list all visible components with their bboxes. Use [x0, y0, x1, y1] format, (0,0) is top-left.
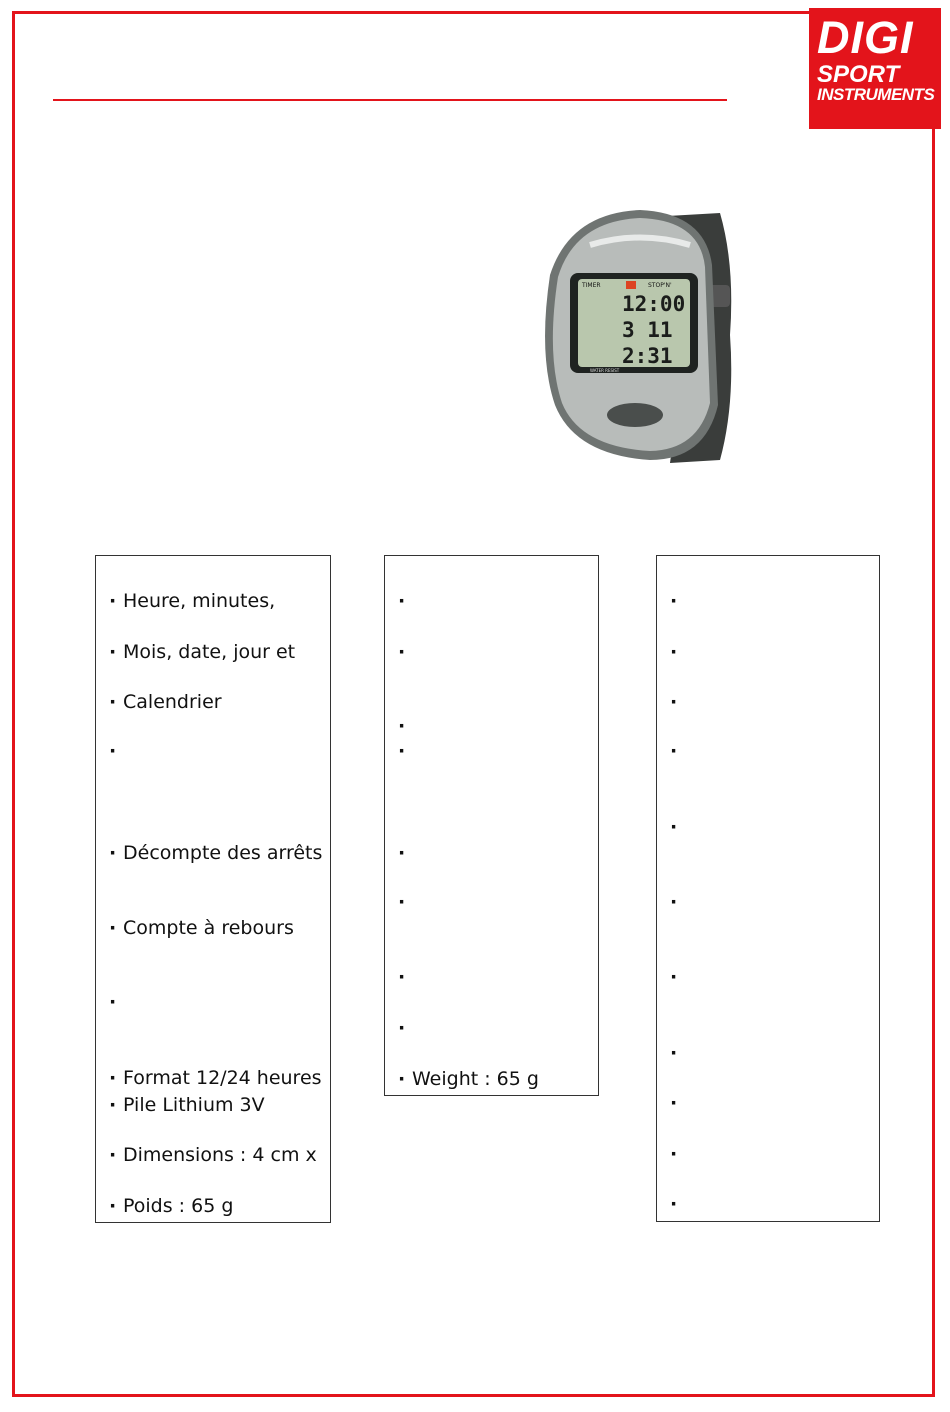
- watch-digits-row-1: 12:00: [622, 292, 686, 316]
- list-item: ·: [670, 691, 678, 713]
- list-item: · Décompte des arrêts: [109, 842, 323, 864]
- list-item: ·: [670, 590, 678, 612]
- list-item: · Compte à rebours: [109, 917, 294, 939]
- watch-digits-row-2: 3 11: [622, 318, 673, 342]
- features-box-other: [656, 555, 880, 1222]
- watch-digits-row-3: 2:31: [622, 344, 673, 368]
- watch-label-stop: STOP'N': [648, 282, 672, 289]
- list-item: ·: [670, 1092, 678, 1114]
- list-item: · Format 12/24 heures: [109, 1067, 322, 1089]
- watch-bottom-label: WATER RESIST: [590, 368, 620, 373]
- list-item: ·: [398, 715, 406, 737]
- list-item: ·: [670, 1143, 678, 1165]
- title-rule: [53, 99, 727, 101]
- list-item: ·: [670, 966, 678, 988]
- list-item: ·: [670, 891, 678, 913]
- list-item: ·: [670, 816, 678, 838]
- list-item: · Calendrier: [109, 691, 222, 713]
- list-item: · Weight : 65 g: [398, 1068, 539, 1090]
- watch-image: [530, 205, 740, 465]
- list-item: ·: [398, 641, 406, 663]
- list-item: ·: [398, 590, 406, 612]
- watch-label-timer: TIMER: [582, 282, 601, 289]
- watch-front-button: [607, 403, 663, 427]
- list-item: ·: [109, 991, 117, 1013]
- list-item: · Heure, minutes,: [109, 590, 276, 612]
- logo-line-2: SPORT: [817, 61, 900, 88]
- list-item: · Pile Lithium 3V: [109, 1094, 265, 1116]
- list-item: ·: [670, 1193, 678, 1215]
- list-item: ·: [398, 842, 406, 864]
- list-item: · Mois, date, jour et: [109, 641, 296, 663]
- watch-brand-mark: [626, 281, 636, 289]
- features-box-en: [384, 555, 599, 1096]
- list-item: ·: [670, 1042, 678, 1064]
- logo-line-3: INSTRUMENTS: [817, 85, 935, 104]
- list-item: ·: [398, 740, 406, 762]
- list-item: ·: [670, 641, 678, 663]
- list-item: ·: [398, 1017, 406, 1039]
- list-item: ·: [670, 740, 678, 762]
- list-item: ·: [109, 740, 117, 762]
- logo-line-1: DIGI: [817, 12, 914, 63]
- list-item: ·: [398, 891, 406, 913]
- list-item: ·: [398, 966, 406, 988]
- list-item: · Dimensions : 4 cm x: [109, 1144, 317, 1166]
- list-item: · Poids : 65 g: [109, 1195, 234, 1217]
- digi-sport-logo: [809, 8, 941, 129]
